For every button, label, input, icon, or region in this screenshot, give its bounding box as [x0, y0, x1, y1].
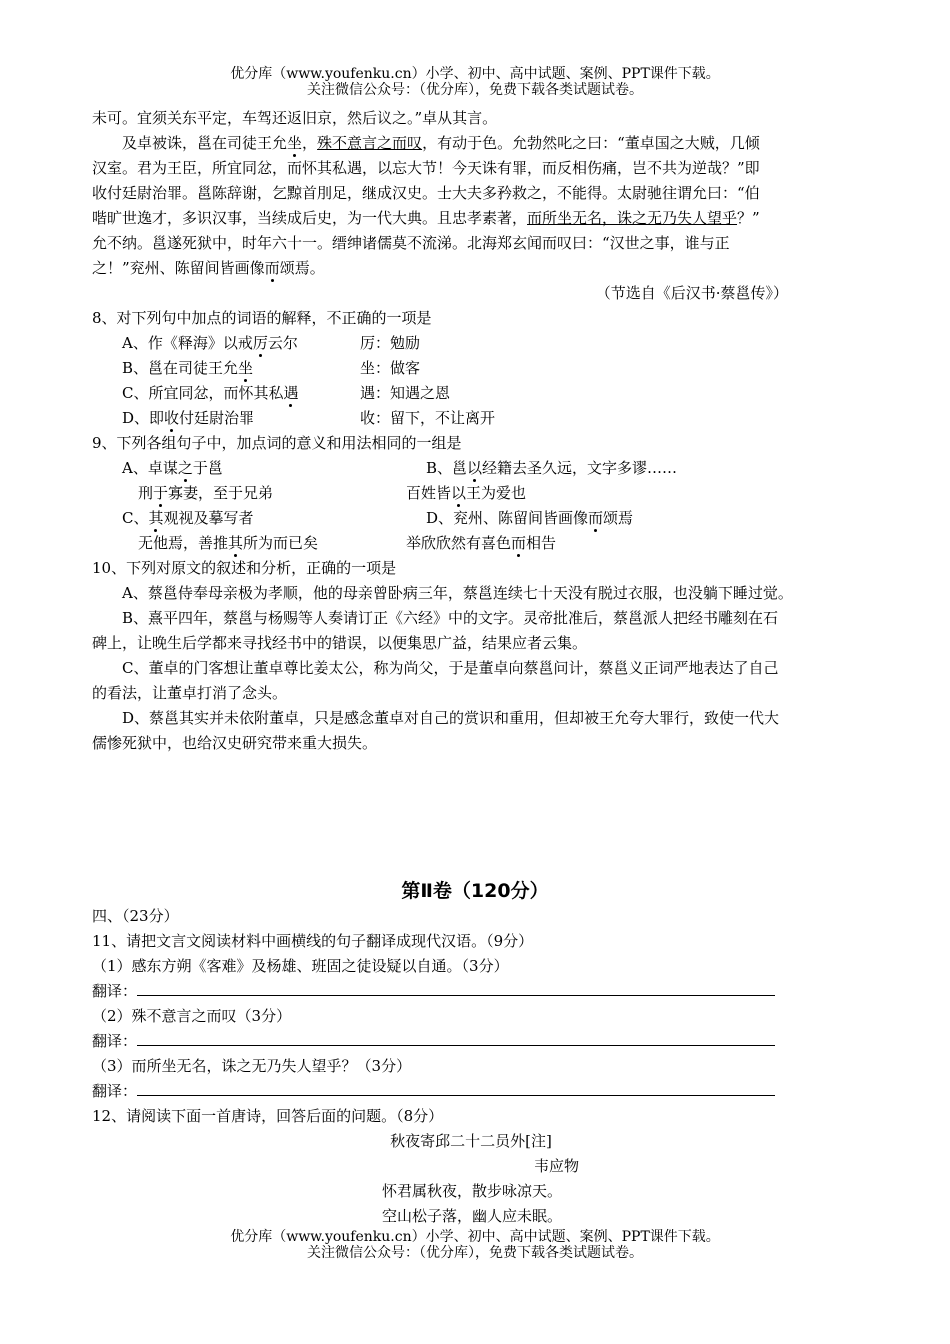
q10-option-b-cont: 碑上，让晚生后学都来寻找经书中的错误，以便集思广益，结果应者云集。 [92, 634, 588, 652]
q11-sub-3: （3）而所坐无名，诛之无乃失人望乎？（3分） [92, 1057, 412, 1075]
q8-option-b: B、邕在司徒王允坐 坐：做客 [122, 359, 421, 377]
translation-line: 翻译： [92, 1079, 862, 1104]
underlined-sentence: 殊不意言之而叹 [317, 134, 423, 152]
q8-option-a: A、作《释海》以戒厉云尔 厉：勉励 [122, 334, 421, 352]
question-11-stem: 11、请把文言文阅读材料中画横线的句子翻译成现代汉语。（9分） [92, 932, 534, 950]
q8-option-c: C、所宜同忿，而怀其私遇 遇：知遇之恩 [122, 384, 451, 402]
passage-line: 收付廷尉治罪。邕陈辞谢，乞黥首刖足，继成汉史。士大夫多矜救之，不能得。太尉驰往谓允曰：“伯 [92, 184, 760, 202]
passage-line: 未可。宜须关东平定，车驾还返旧京，然后议之。”卓从其言。 [92, 109, 498, 127]
page-footer [0, 1229, 950, 1261]
poem-line: 怀君属秋夜，散步咏凉天。 [381, 1182, 562, 1200]
q11-sub-2: （2）殊不意言之而叹（3分） [92, 1007, 292, 1025]
answer-blank[interactable] [137, 1031, 775, 1046]
underlined-sentence: 而所坐无名，诛之无乃失人望乎 [527, 209, 738, 227]
passage-line: 汉室。君为王臣，所宜同忿，而怀其私遇，以忘大节！今天诛有罪，而反相伤痛，岂不共为逆哉？”即 [92, 159, 760, 177]
footer-line-2: 关注微信公众号：（优分库），免费下载各类试题试卷。 [307, 1245, 643, 1261]
passage-line: 之！”兖州、陈留间皆画像而颂焉。 [92, 259, 325, 277]
footer-line-1: 优分库（www.youfenku.cn）小学、初中、高中试题、案例、PPT课件下载。 [230, 1229, 720, 1245]
q10-option-c: C、董卓的门客想让董卓尊比姜太公，称为尚父，于是董卓向蔡邕问计，蔡邕义正词严地表达了自己 [122, 659, 779, 677]
passage-line: 喈旷世逸才，多识汉事，当续成后史，为一代大典。且忠孝素著，而所坐无名，诛之无乃失人望乎？” [92, 209, 760, 227]
q8-option-d: D、即收付廷尉治罪 收：留下，不让离开 [122, 409, 496, 427]
poem-line: 空山松子落，幽人应未眠。 [381, 1207, 562, 1225]
page-header [0, 66, 950, 98]
passage-line: 允不纳。邕遂死狱中，时年六十一。缙绅诸儒莫不流涕。北海郑玄闻而叹曰：“汉世之事，谁与正 [92, 234, 730, 252]
answer-blank[interactable] [137, 1081, 775, 1096]
q10-option-c-cont: 的看法，让董卓打消了念头。 [92, 684, 288, 702]
q11-sub-1: （1）感东方朔《客难》及杨雄、班固之徒设疑以自通。（3分） [92, 957, 509, 975]
passage-and-questions [92, 106, 862, 756]
question-10-stem: 10、下列对原文的叙述和分析，正确的一项是 [92, 559, 397, 577]
q9-row-ab-1: A、卓谋之于邕 B、邕以经籍去圣久远，文字多谬…… [122, 459, 678, 477]
answer-blank[interactable] [137, 981, 775, 996]
q9-row-cd-1: C、其观视及摹写者 D、兖州、陈留间皆画像而颂焉 [122, 509, 634, 527]
header-line-2: 关注微信公众号：（优分库），免费下载各类试题试卷。 [307, 82, 643, 98]
q9-row-cd-2: 无他焉，善推其所为而已矣 举欣欣然有喜色而相告 [138, 534, 557, 552]
question-12-stem: 12、请阅读下面一首唐诗，回答后面的问题。（8分） [92, 1107, 444, 1125]
question-8-stem: 8、对下列句中加点的词语的解释，不正确的一项是 [92, 309, 432, 327]
q10-option-b: B、熹平四年，蔡邕与杨赐等人奏请订正《六经》中的文字。灵帝批准后，蔡邕派人把经书雕刻在石 [122, 609, 779, 627]
passage-line: 及卓被诛，邕在司徒王允坐，殊不意言之而叹，有动于色。允勃然叱之曰：“董卓国之大贼，几倾 [122, 134, 760, 152]
part-2-title: 第Ⅱ卷（120分） [401, 880, 549, 902]
translation-line: 翻译： [92, 1029, 862, 1054]
poem-title: 秋夜寄邱二十二员外[注] [390, 1132, 552, 1150]
q9-row-ab-2: 刑于寡妻，至于兄弟 百姓皆以王为爱也 [138, 484, 527, 502]
q10-option-d-cont: 儒惨死狱中，也给汉史研究带来重大损失。 [92, 734, 378, 752]
q10-option-d: D、蔡邕其实并未依附董卓，只是感念董卓对自己的赏识和重用，但却被王允夸大罪行，致使一代大 [122, 709, 780, 727]
translation-line: 翻译： [92, 979, 862, 1004]
header-line-1: 优分库（www.youfenku.cn）小学、初中、高中试题、案例、PPT课件下载。 [230, 66, 720, 82]
question-9-stem: 9、下列各组句子中，加点词的意义和用法相同的一组是 [92, 434, 462, 452]
section-heading: 四、（23分） [92, 907, 179, 925]
passage-source: （节选自《后汉书·蔡邕传》） [595, 284, 788, 302]
q10-option-a: A、蔡邕侍奉母亲极为孝顺，他的母亲曾卧病三年，蔡邕连续七十天没有脱过衣服，也没躺下睡过觉。 [122, 584, 793, 602]
part-2 [92, 904, 862, 1229]
poem-author: 韦应物 [534, 1157, 580, 1175]
